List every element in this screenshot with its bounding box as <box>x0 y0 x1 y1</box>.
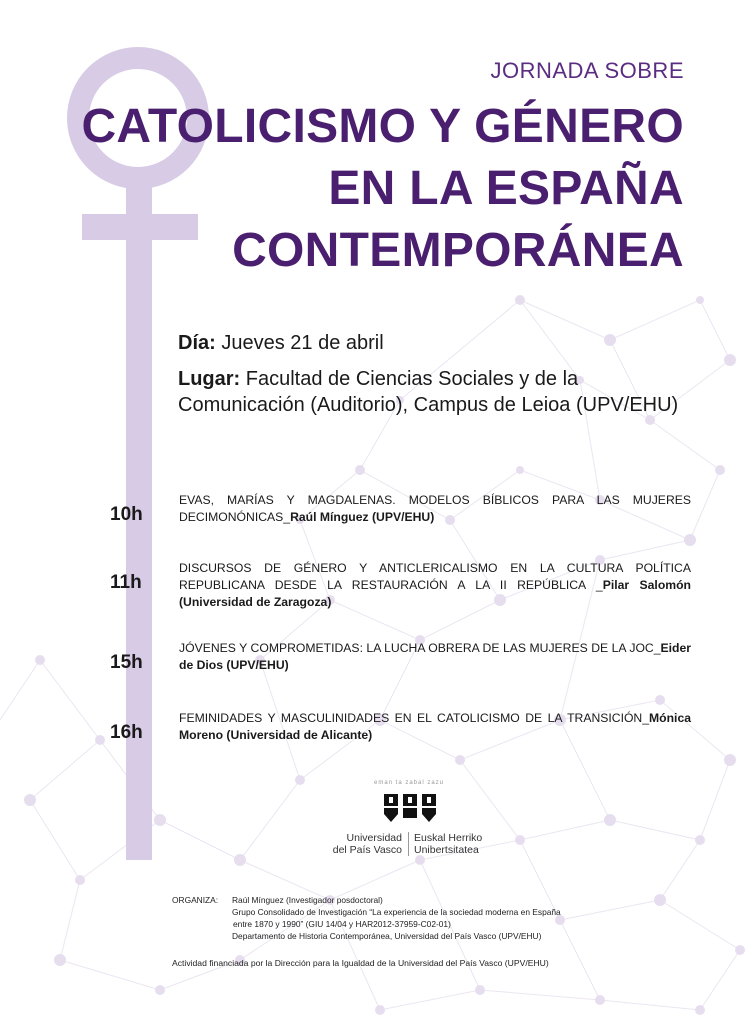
organizer-line: Departamento de Historia Contemporánea, Universidad del País Vasco (UPV/EHU) <box>232 931 542 941</box>
talk-title: EVAS, MARÍAS Y MAGDALENAS. MODELOS BÍBLICOS PARA LAS MUJERES DECIMONÓNICAS_ <box>179 493 691 524</box>
agenda-item <box>110 710 692 778</box>
agenda-talk <box>179 640 691 674</box>
agenda-hour: 15h <box>110 652 143 673</box>
agenda-item <box>110 640 692 710</box>
organizer-line: entre 1870 y 1990” (GIU 14/04 y HAR2012-37959-C02-01) <box>233 919 451 929</box>
organizers-label: ORGANIZA: <box>172 895 219 905</box>
talk-title: JÓVENES Y COMPROMETIDAS: LA LUCHA OBRERA DE LAS MUJERES DE LA JOC_ <box>179 641 661 655</box>
place-row <box>178 366 698 418</box>
agenda-talk <box>179 560 691 611</box>
talk-title: DISCURSOS DE GÉNERO Y ANTICLERICALISMO EN LA CULTURA POLÍTICA REPUBLICANA DESDE LA RESTAURACIÓN A LA II REPÚBLICA _ <box>179 561 691 592</box>
agenda-list <box>110 492 692 778</box>
upv-ehu-emblem-icon <box>382 790 438 826</box>
university-logo <box>316 780 506 860</box>
organizers-lines <box>232 894 652 942</box>
agenda-hour: 16h <box>110 722 143 743</box>
talk-title: FEMINIDADES Y MASCULINIDADES EN EL CATOLICISMO DE LA TRANSICIÓN_ <box>179 711 650 725</box>
university-name-es <box>316 832 402 856</box>
event-title <box>44 96 684 282</box>
day-row <box>178 330 698 356</box>
agenda-hour: 10h <box>110 504 143 525</box>
agenda-talk <box>179 492 691 526</box>
logo-motto: eman ta zabal zazu <box>373 780 445 786</box>
day-label: Día: <box>178 332 216 354</box>
funding-note: Actividad financiada por la Dirección para la Igualdad de la Universidad del País Vasco (UPV/EHU) <box>172 958 549 968</box>
agenda-item <box>110 560 692 640</box>
event-info <box>178 330 698 428</box>
name-eu-line: Unibertsitatea <box>414 844 479 856</box>
title-line: CONTEMPORÁNEA <box>232 224 684 277</box>
title-line: EN LA ESPAÑA <box>328 162 684 215</box>
agenda-hour: 11h <box>110 572 142 593</box>
title-line: CATOLICISMO Y GÉNERO <box>81 100 684 153</box>
organizer-line: Raúl Mínguez (Investigador posdoctoral) <box>232 895 383 905</box>
logo-divider <box>408 832 409 856</box>
event-kicker: JORNADA SOBRE <box>490 58 684 83</box>
day-value: Jueves 21 de abril <box>215 332 384 354</box>
university-name-eu <box>414 832 514 856</box>
agenda-talk <box>179 710 691 744</box>
agenda-item <box>110 492 692 560</box>
place-value: Facultad de Ciencias Sociales y de la Comunicación (Auditorio), Campus de Leioa (UPV/EHU) <box>178 368 679 416</box>
talk-speaker: Raúl Mínguez (UPV/EHU) <box>290 510 435 524</box>
talk-speaker: Mónica Moreno (Universidad de Alicante) <box>179 711 691 742</box>
place-label: Lugar: <box>178 368 241 390</box>
talk-speaker: Pilar Salomón (Universidad de Zaragoza) <box>179 578 691 609</box>
name-eu-line: Euskal Herriko <box>414 832 483 844</box>
name-es-line: Universidad <box>346 832 402 844</box>
name-es-line: del País Vasco <box>332 844 402 856</box>
talk-speaker: Eider de Dios (UPV/EHU) <box>179 641 691 672</box>
organizer-line: Grupo Consolidado de Investigación “La experiencia de la sociedad moderna en España <box>232 907 561 917</box>
